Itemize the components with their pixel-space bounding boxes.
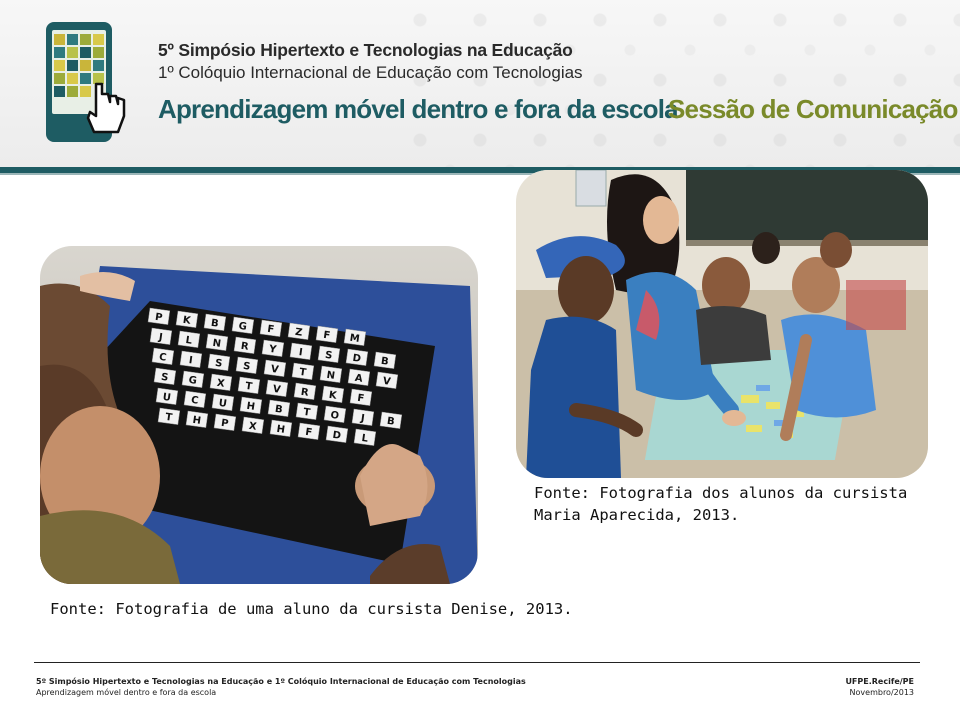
svg-text:T: T — [298, 366, 307, 379]
svg-text:T: T — [302, 406, 311, 419]
letter-tile — [186, 411, 208, 428]
header-pattern — [400, 0, 960, 168]
photo-letter-tiles — [40, 246, 478, 584]
letter-tile — [206, 334, 228, 351]
svg-text:U: U — [161, 391, 172, 404]
svg-text:G: G — [187, 374, 198, 387]
letter-tile — [176, 311, 198, 328]
svg-text:O: O — [329, 409, 340, 422]
slide-header — [0, 0, 960, 168]
session-label: Sessão de Comunicação — [668, 94, 958, 124]
event-subtitle: Aprendizagem móvel dentro e fora da escola — [158, 94, 678, 124]
svg-text:N: N — [211, 337, 222, 350]
letter-tile — [292, 363, 314, 380]
footer-date: Novembro/2013 — [849, 688, 914, 697]
footer-event-title: 5º Simpósio Hipertexto e Tecnologias na Educação e 1º Colóquio Internacional de Educação com Tecnologias — [36, 677, 526, 686]
letter-tile — [318, 346, 340, 363]
footer-divider — [34, 662, 920, 663]
svg-text:S: S — [160, 371, 170, 384]
letter-tile — [320, 366, 342, 383]
svg-text:A: A — [354, 372, 364, 385]
symposium-logo-icon — [44, 20, 126, 148]
letter-tile — [344, 329, 366, 346]
right-photo-caption: Fonte: Fotografia dos alunos da cursista Maria Aparecida, 2013. — [534, 484, 908, 524]
svg-text:D: D — [351, 352, 362, 365]
letter-tile — [324, 406, 346, 423]
letter-tile — [242, 417, 264, 434]
letter-tile — [208, 354, 230, 371]
letter-tile — [158, 408, 180, 425]
letter-tile — [298, 423, 320, 440]
letter-tile — [268, 400, 290, 417]
letter-tile — [322, 386, 344, 403]
letter-tile — [152, 348, 174, 365]
svg-text:F: F — [304, 426, 313, 439]
svg-text:S: S — [214, 357, 224, 370]
letter-tile — [240, 397, 262, 414]
letter-tile — [214, 414, 236, 431]
letter-tile — [348, 369, 370, 386]
svg-text:N: N — [325, 369, 336, 382]
svg-text:C: C — [190, 394, 200, 407]
svg-text:L: L — [184, 334, 193, 347]
letter-tile — [148, 308, 170, 325]
letter-tile — [316, 326, 338, 343]
svg-text:S: S — [324, 349, 334, 362]
svg-text:T: T — [164, 411, 173, 424]
symposium-title: 5º Simpósio Hipertexto e Tecnologias na Educação — [158, 40, 573, 60]
letter-tile — [212, 394, 234, 411]
svg-text:F: F — [322, 329, 331, 342]
letter-tiles-illustration — [40, 246, 478, 584]
letter-tile — [232, 317, 254, 334]
letter-tile — [150, 328, 172, 345]
svg-text:H: H — [245, 400, 256, 413]
svg-text:U: U — [217, 397, 228, 410]
svg-text:I: I — [298, 347, 304, 359]
letter-tile — [290, 343, 312, 360]
svg-text:D: D — [331, 429, 342, 442]
letter-tile — [210, 374, 232, 391]
svg-text:Z: Z — [294, 326, 304, 339]
letter-tile — [350, 389, 372, 406]
letter-tile — [234, 337, 256, 354]
svg-text:B: B — [274, 403, 284, 416]
svg-text:X: X — [216, 377, 226, 390]
svg-text:C: C — [158, 351, 168, 364]
svg-text:M: M — [349, 332, 361, 345]
letter-tile — [270, 420, 292, 437]
letter-tile — [288, 323, 310, 340]
svg-text:R: R — [300, 386, 310, 399]
svg-text:K: K — [182, 314, 192, 327]
letter-tile — [260, 320, 282, 337]
letter-tile — [374, 352, 396, 369]
svg-text:I: I — [188, 355, 194, 367]
letter-tile — [180, 351, 202, 368]
svg-text:J: J — [360, 413, 366, 425]
svg-text:B: B — [210, 317, 220, 330]
svg-text:L: L — [360, 432, 369, 445]
svg-text:F: F — [266, 323, 275, 336]
letter-tile — [238, 377, 260, 394]
svg-text:J: J — [158, 332, 164, 344]
letter-tile — [296, 403, 318, 420]
letter-tile — [178, 331, 200, 348]
svg-text:X: X — [248, 420, 258, 433]
colloquium-title: 1º Colóquio Internacional de Educação com Tecnologias — [158, 63, 583, 82]
letter-tile — [380, 412, 402, 429]
letter-tile — [154, 368, 176, 385]
classroom-illustration — [516, 170, 928, 478]
footer-event-subtitle: Aprendizagem móvel dentro e fora da escola — [36, 688, 217, 697]
letter-tile — [184, 391, 206, 408]
svg-text:B: B — [386, 415, 396, 428]
svg-text:Y: Y — [268, 343, 278, 356]
svg-text:H: H — [275, 423, 286, 436]
footer-location: UFPE.Recife/PE — [845, 677, 914, 686]
svg-text:K: K — [328, 389, 338, 402]
letter-tile — [326, 426, 348, 443]
photo-classroom — [516, 170, 928, 478]
svg-text:V: V — [272, 383, 282, 396]
letter-tile — [264, 360, 286, 377]
letter-tile — [346, 349, 368, 366]
svg-text:B: B — [380, 355, 390, 368]
letter-tile — [236, 357, 258, 374]
letter-tile — [376, 372, 398, 389]
svg-text:T: T — [244, 380, 253, 393]
letter-tile — [352, 409, 374, 426]
letter-tile — [294, 383, 316, 400]
letter-tile — [204, 314, 226, 331]
letter-tile — [262, 340, 284, 357]
svg-text:F: F — [356, 392, 365, 405]
svg-text:S: S — [242, 360, 252, 373]
letter-tile — [156, 388, 178, 405]
svg-text:V: V — [270, 363, 280, 376]
svg-text:R: R — [240, 340, 250, 353]
svg-text:P: P — [154, 311, 164, 324]
letter-tile — [182, 371, 204, 388]
svg-text:G: G — [237, 320, 248, 333]
letter-tile — [354, 429, 376, 446]
svg-text:V: V — [382, 375, 392, 388]
letter-tile — [266, 380, 288, 397]
svg-text:H: H — [191, 414, 202, 427]
svg-text:P: P — [220, 417, 230, 430]
left-photo-caption: Fonte: Fotografia de uma aluno da cursista Denise, 2013. — [50, 600, 573, 618]
